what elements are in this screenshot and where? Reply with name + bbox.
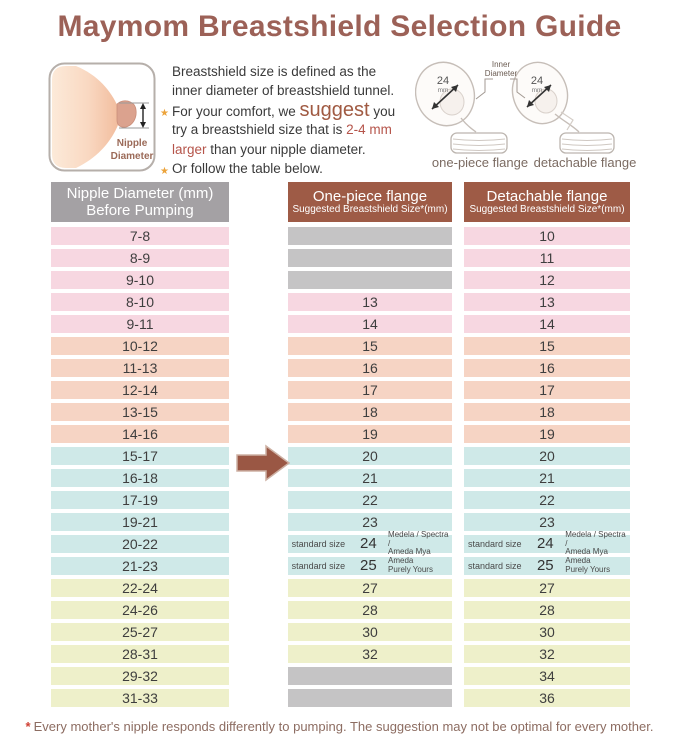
nipple-range-cell: 21-23 — [51, 557, 229, 575]
column-gap — [452, 579, 464, 597]
size-cell: 19 — [288, 425, 452, 443]
brand-line: Purely Yours — [565, 564, 611, 574]
column-gap — [452, 182, 464, 222]
nipple-range-cell: 14-16 — [51, 425, 229, 443]
size-cell: 36 — [464, 689, 630, 707]
column-gap — [229, 337, 288, 355]
table-row — [51, 425, 630, 443]
table-row — [51, 667, 630, 685]
column-gap — [229, 271, 288, 289]
column-gap — [452, 469, 464, 487]
brand-label — [388, 531, 452, 557]
brand-label — [388, 557, 452, 574]
column-gap — [452, 645, 464, 663]
table-row — [51, 491, 630, 509]
size-cell: 14 — [288, 315, 452, 333]
table-row — [51, 271, 630, 289]
right-arrow-icon — [236, 444, 290, 482]
nipple-range-cell: 8-9 — [51, 249, 229, 267]
table-row — [51, 579, 630, 597]
size-cell: 13 — [288, 293, 452, 311]
intro-line: inner diameter of breastshield tunnel. — [172, 83, 395, 99]
column-gap — [229, 182, 288, 222]
nipple-range-cell: 19-21 — [51, 513, 229, 531]
header-detachable-flange — [464, 182, 630, 222]
nipple-label-line2: Diameter — [110, 151, 154, 162]
size-cell: 22 — [464, 491, 630, 509]
intro-line — [172, 120, 422, 139]
size-cell: 28 — [464, 601, 630, 619]
header-line: Before Pumping — [86, 202, 194, 219]
detachable-flange-icon — [504, 56, 614, 153]
nipple-range-cell: 16-18 — [51, 469, 229, 487]
nipple-label-line1: Nipple — [116, 138, 148, 149]
intro-segment: you — [369, 103, 396, 119]
table-row — [51, 359, 630, 377]
nipple-range-cell: 25-27 — [51, 623, 229, 641]
size-mm-label: mm — [437, 87, 449, 94]
header-nipple-diameter — [51, 182, 229, 222]
column-gap — [452, 359, 464, 377]
empty-cell — [288, 227, 452, 245]
nipple-diameter-diagram-icon — [48, 62, 156, 172]
table-row — [51, 403, 630, 421]
brand-line: Ameda — [388, 556, 414, 566]
empty-cell — [288, 689, 452, 707]
nipple-range-cell: 29-32 — [51, 667, 229, 685]
size-cell-standard — [288, 557, 452, 575]
size-cell-standard — [288, 530, 452, 557]
column-gap — [452, 337, 464, 355]
size-cell: 28 — [288, 601, 452, 619]
brand-line: Ameda Mya — [565, 547, 608, 557]
standard-size-label: standard size — [291, 538, 346, 549]
column-gap — [229, 557, 288, 575]
footnote-text: Every mother's nipple responds differently to pumping. The suggestion may not be optimal for every mother. — [33, 719, 654, 734]
size-value: 25 — [360, 557, 377, 575]
column-gap — [452, 513, 464, 531]
size-cell: 15 — [464, 337, 630, 355]
column-gap — [452, 623, 464, 641]
column-gap — [229, 227, 288, 245]
size-cell: 17 — [288, 381, 452, 399]
size-cell: 34 — [464, 667, 630, 685]
column-gap — [452, 667, 464, 685]
intro-segment: For your comfort, we — [172, 103, 300, 119]
column-gap — [229, 491, 288, 509]
size-cell: 27 — [288, 579, 452, 597]
table-row — [51, 381, 630, 399]
nipple-range-cell: 31-33 — [51, 689, 229, 707]
column-gap — [452, 227, 464, 245]
suggest-emphasis: suggest — [299, 98, 370, 121]
size-cell: 14 — [464, 315, 630, 333]
brand-label — [565, 531, 630, 557]
intro-line: Breastshield size is defined as the — [172, 64, 377, 79]
size-cell-standard — [464, 557, 630, 575]
standard-size-label: standard size — [467, 560, 522, 571]
size-cell: 11 — [464, 249, 630, 267]
size-range-emphasis: 2-4 mm — [346, 122, 392, 138]
size-value: 24 — [536, 535, 554, 553]
intro-bullet-1 — [160, 98, 422, 121]
size-value: 25 — [536, 557, 554, 575]
brand-line: Purely Yours — [388, 564, 433, 574]
intro-text — [160, 62, 422, 178]
empty-cell — [288, 667, 452, 685]
nipple-range-cell: 8-10 — [51, 293, 229, 311]
size-cell: 23 — [464, 513, 630, 531]
size-cell: 16 — [464, 359, 630, 377]
header-line: Nipple Diameter (mm) — [66, 185, 214, 202]
column-gap — [229, 623, 288, 641]
header-subline: Suggested Breastshield Size*(mm) — [469, 203, 625, 215]
size-cell: 27 — [464, 579, 630, 597]
nipple-range-cell: 20-22 — [51, 535, 229, 553]
nipple-range-cell: 22-24 — [51, 579, 229, 597]
table-row — [51, 557, 630, 575]
table-row — [51, 447, 630, 465]
size-cell: 19 — [464, 425, 630, 443]
nipple-range-cell: 17-19 — [51, 491, 229, 509]
table-row — [51, 227, 630, 245]
size-24-label: 24 — [530, 75, 544, 87]
column-gap — [229, 601, 288, 619]
column-gap — [452, 425, 464, 443]
column-gap — [452, 535, 464, 553]
column-gap — [229, 667, 288, 685]
brand-line: Medela / Spectra / — [565, 530, 626, 548]
size-cell: 20 — [464, 447, 630, 465]
column-gap — [452, 293, 464, 311]
table-row — [51, 249, 630, 267]
size-24-label: 24 — [436, 75, 450, 87]
size-cell: 12 — [464, 271, 630, 289]
size-cell: 32 — [288, 645, 452, 663]
column-gap — [229, 249, 288, 267]
column-gap — [452, 557, 464, 575]
size-cell: 13 — [464, 293, 630, 311]
column-gap — [452, 447, 464, 465]
table-row — [51, 337, 630, 355]
header-subline: Suggested Breastshield Size*(mm) — [292, 203, 448, 215]
intro-line — [172, 140, 422, 159]
column-gap — [229, 535, 288, 553]
size-cell: 22 — [288, 491, 452, 509]
nipple-range-cell: 9-10 — [51, 271, 229, 289]
intro-segment: try a breastshield size that is — [172, 122, 347, 138]
table-row — [51, 530, 630, 557]
footnote — [0, 719, 679, 734]
brand-label — [565, 557, 630, 574]
selection-table — [51, 182, 630, 711]
intro-segment: Or follow the table below. — [172, 160, 323, 176]
nipple-range-cell: 10-12 — [51, 337, 229, 355]
column-gap — [452, 491, 464, 509]
column-gap — [229, 381, 288, 399]
size-cell: 18 — [288, 403, 452, 421]
nipple-range-cell: 11-13 — [51, 359, 229, 377]
table-row — [51, 623, 630, 641]
size-cell: 30 — [288, 623, 452, 641]
standard-size-label: standard size — [467, 538, 522, 549]
table-body — [51, 227, 630, 707]
header-line: One-piece flange — [312, 187, 428, 205]
nipple-range-cell: 7-8 — [51, 227, 229, 245]
table-row — [51, 293, 630, 311]
table-row — [51, 645, 630, 663]
empty-cell — [288, 249, 452, 267]
standard-size-label: standard size — [291, 560, 346, 571]
column-gap — [452, 315, 464, 333]
column-gap — [229, 513, 288, 531]
size-cell-standard — [464, 530, 630, 557]
larger-emphasis: larger — [172, 141, 207, 157]
column-gap — [452, 689, 464, 707]
column-gap — [229, 579, 288, 597]
column-gap — [452, 403, 464, 421]
brand-line: Ameda — [565, 556, 591, 566]
nipple-range-cell: 9-11 — [51, 315, 229, 333]
column-gap — [229, 403, 288, 421]
star-bullet-icon: ★ — [160, 107, 169, 119]
size-cell: 21 — [288, 469, 452, 487]
column-gap — [229, 293, 288, 311]
size-cell: 16 — [288, 359, 452, 377]
size-cell: 21 — [464, 469, 630, 487]
size-cell: 30 — [464, 623, 630, 641]
table-row — [51, 315, 630, 333]
column-gap — [452, 249, 464, 267]
column-gap — [229, 425, 288, 443]
footnote-asterisk: * — [25, 719, 31, 734]
header-line: Detachable flange — [486, 187, 608, 205]
star-bullet-icon: ★ — [160, 165, 169, 177]
column-gap — [229, 359, 288, 377]
page-title: Maymom Breastshield Selection Guide — [57, 10, 622, 43]
column-gap — [229, 315, 288, 333]
size-value: 24 — [360, 535, 377, 553]
brand-line: Medela / Spectra / — [388, 530, 449, 548]
inner-label-line2: Diameter — [484, 69, 518, 78]
size-cell: 23 — [288, 513, 452, 531]
header-one-piece-flange — [288, 182, 452, 222]
nipple-range-cell: 12-14 — [51, 381, 229, 399]
size-cell: 10 — [464, 227, 630, 245]
nipple-range-cell: 13-15 — [51, 403, 229, 421]
empty-cell — [288, 271, 452, 289]
table-row — [51, 513, 630, 531]
size-cell: 18 — [464, 403, 630, 421]
intro-bullet-2 — [160, 159, 422, 178]
column-gap — [452, 601, 464, 619]
nipple-range-cell: 28-31 — [51, 645, 229, 663]
one-piece-flange-label: one-piece flange — [431, 155, 529, 170]
inner-label-line1: Inner — [491, 60, 511, 69]
size-cell: 15 — [288, 337, 452, 355]
size-mm-label: mm — [531, 87, 543, 94]
size-cell: 20 — [288, 447, 452, 465]
nipple-range-cell: 15-17 — [51, 447, 229, 465]
column-gap — [452, 381, 464, 399]
table-row — [51, 601, 630, 619]
brand-line: Ameda Mya — [388, 547, 431, 557]
size-cell: 17 — [464, 381, 630, 399]
table-header-row — [51, 182, 630, 222]
column-gap — [229, 645, 288, 663]
table-row — [51, 469, 630, 487]
nipple-range-cell: 24-26 — [51, 601, 229, 619]
detachable-flange-label: detachable flange — [533, 155, 637, 170]
column-gap — [452, 271, 464, 289]
column-gap — [229, 689, 288, 707]
intro-segment: than your nipple diameter. — [206, 141, 366, 157]
table-row — [51, 689, 630, 707]
size-cell: 32 — [464, 645, 630, 663]
